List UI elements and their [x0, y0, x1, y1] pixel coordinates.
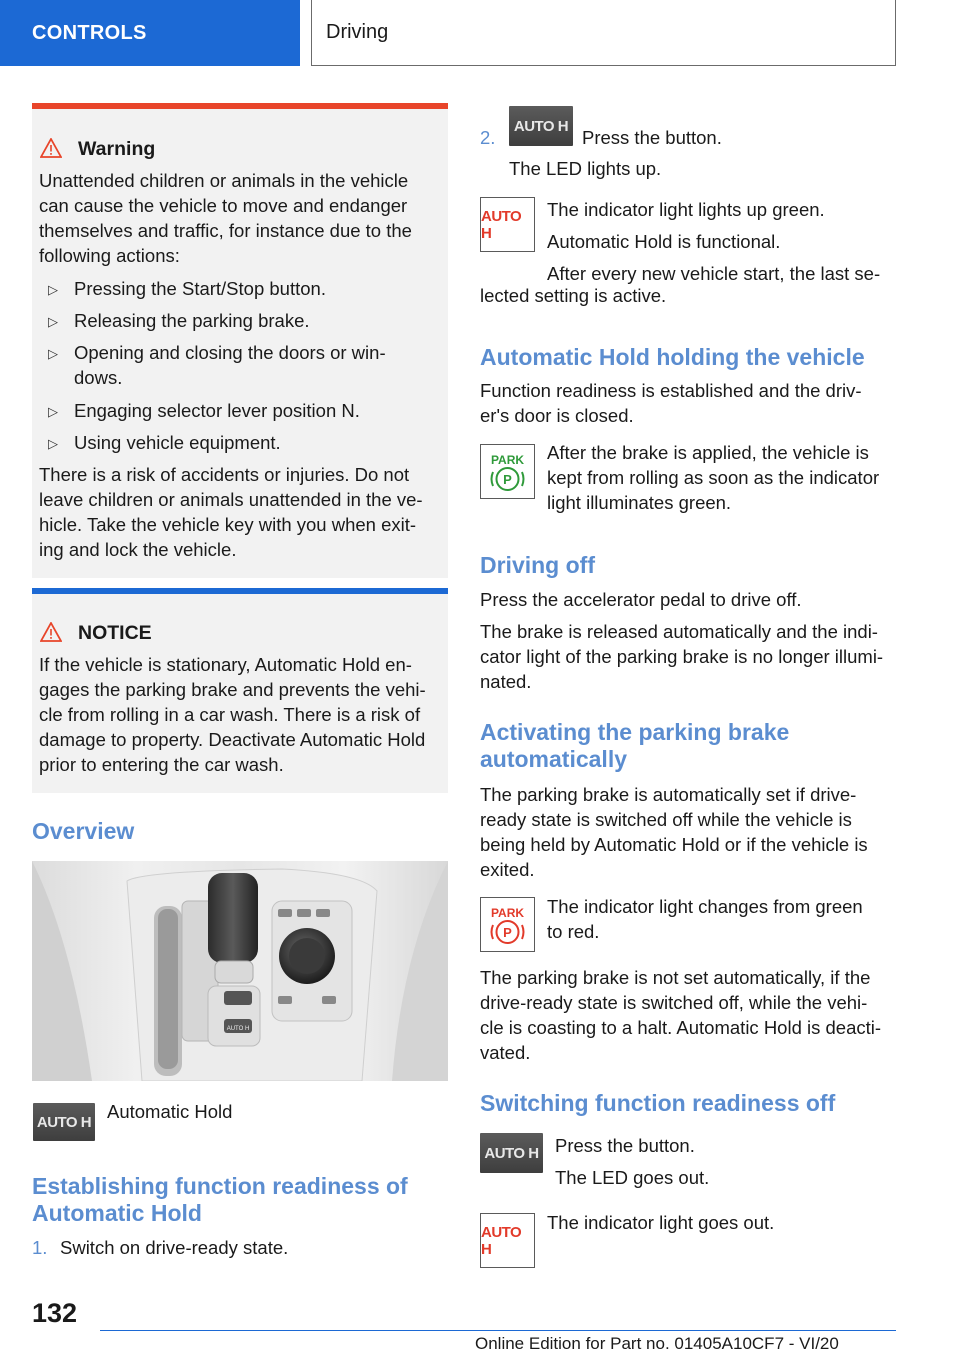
section-tab	[0, 0, 300, 66]
list-item: Opening and closing the doors or win- dows.	[74, 342, 386, 388]
page-number: 132	[32, 1298, 78, 1328]
step-text: Press the button.	[582, 127, 722, 148]
step-number: 2.	[480, 127, 496, 148]
park-label: PARK	[490, 906, 525, 920]
activating-icon-text: The indicator light changes from green to red.	[547, 896, 863, 942]
chapter-header	[311, 0, 896, 66]
auto-h-indicator-icon: AUTO H	[480, 197, 535, 252]
warning-box	[32, 103, 448, 578]
driving-off-line: Press the accelerator pedal to drive off.	[480, 589, 802, 610]
list-item: Releasing the parking brake.	[74, 310, 310, 331]
list-item: Pressing the Start/Stop button.	[74, 278, 326, 299]
heading-establishing: Establishing function readiness of Automatic Hold	[32, 1173, 408, 1226]
heading-overview: Overview	[32, 818, 135, 844]
list-item: Using vehicle equipment.	[74, 432, 281, 453]
driving-off-text: The brake is released automatically and the indi- cator light of the parking brake is no longer illumi- nated.	[480, 621, 884, 692]
park-red-icon	[480, 897, 535, 952]
section-title: CONTROLS	[32, 21, 147, 44]
auto-h-button-icon: AUTO H	[509, 106, 573, 146]
indicator-text: The indicator light lights up green. Automatic Hold is functional. After every new vehicle start, the last se-	[547, 199, 881, 284]
bullet-icon: ▷	[48, 314, 58, 329]
notice-title: NOTICE	[78, 622, 152, 644]
activating-after-text: The parking brake is not set automatically, if the drive-ready state is switched off, while the vehi- cle is coasting to a halt. Automatic Hold is deacti- vated.	[480, 967, 882, 1063]
auto-h-caption: Automatic Hold	[107, 1101, 233, 1122]
step-text: Switch on drive-ready state.	[60, 1237, 289, 1258]
activating-text: The parking brake is automatically set if drive- ready state is switched off while the vehicle is being held by Automatic Hold or if the vehicle is exited.	[480, 784, 868, 880]
bullet-icon: ▷	[48, 282, 58, 297]
p-label: P	[503, 925, 512, 940]
heading-activating: Activating the parking brake automatically	[480, 719, 790, 772]
edition-text: Online Edition for Part no. 01405A10CF7 - VI/20	[475, 1334, 839, 1353]
auto-h-indicator-icon: AUTO H	[480, 1213, 535, 1268]
bullet-icon: ▷	[48, 346, 58, 361]
switching-off-indicator: The indicator light goes out.	[547, 1212, 775, 1233]
heading-holding: Automatic Hold holding the vehicle	[480, 344, 865, 370]
bullet-icon: ▷	[48, 404, 58, 419]
auto-h-button-icon: AUTO H	[33, 1103, 95, 1141]
switching-off-text: Press the button. The LED goes out.	[555, 1135, 710, 1188]
warning-title: Warning	[78, 138, 156, 160]
list-item: Engaging selector lever position N.	[74, 400, 360, 421]
p-label: P	[503, 472, 512, 487]
heading-driving-off: Driving off	[480, 552, 595, 578]
notice-box	[32, 588, 448, 793]
warning-triangle-icon	[40, 138, 62, 158]
notice-triangle-icon	[40, 622, 62, 642]
heading-switching-off: Switching function readiness off	[480, 1090, 836, 1116]
auto-h-button-icon: AUTO H	[480, 1133, 543, 1173]
park-green-icon	[480, 444, 535, 499]
warning-outro: There is a risk of accidents or injuries. Do not leave children or animals unattended in the ve- hicle. Take the vehicle key with you when exit- ing and lock the vehicle.	[39, 464, 423, 560]
warning-intro: Unattended children or animals in the vehicle can cause the vehicle to move and endanger themselves and traffic, for instance due to the following actions:	[39, 170, 412, 266]
notice-text: If the vehicle is stationary, Automatic Hold en- gages the parking brake and prevents the vehi- cle from rolling in a car wash. There is a risk of damage to property. Deactivate Automatic Hold prior to entering the car wash.	[39, 654, 426, 775]
holding-text: Function readiness is established and the driv- er's door is closed.	[480, 380, 862, 426]
center-console-photo	[32, 861, 448, 1081]
step-number: 1.	[32, 1237, 48, 1258]
led-text: The LED lights up.	[509, 158, 662, 179]
indicator-tail: lected setting is active.	[480, 285, 667, 306]
chapter-title: Driving	[326, 21, 389, 43]
bullet-icon: ▷	[48, 436, 58, 451]
photo-label-auto-h: AUTO H	[226, 1026, 250, 1032]
park-label: PARK	[490, 453, 525, 467]
holding-icon-text: After the brake is applied, the vehicle is kept from rolling as soon as the indicator light illuminates green.	[547, 442, 880, 513]
footer-rule	[100, 1330, 896, 1331]
